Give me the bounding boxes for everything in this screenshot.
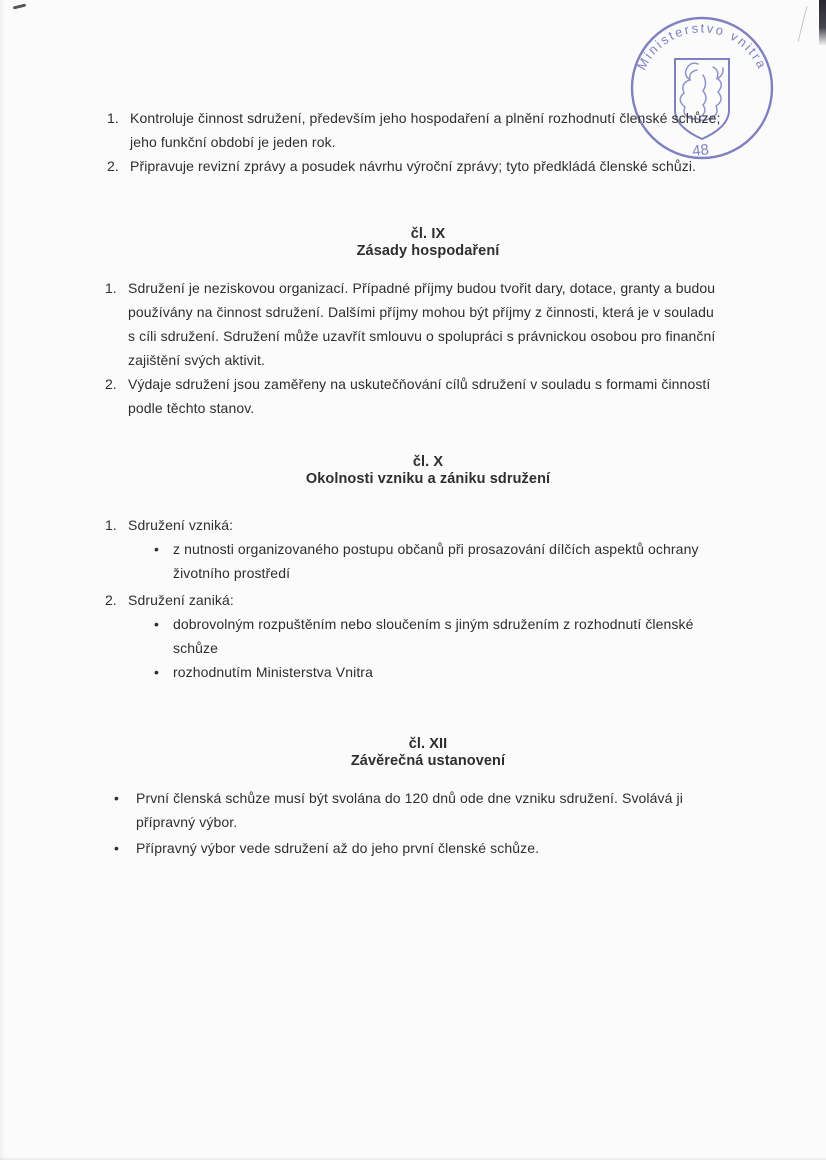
bullet-line: schůze: [173, 640, 218, 656]
list-item: [105, 372, 715, 420]
top-numbered-list: [107, 106, 720, 178]
item-line: Výdaje sdružení jsou zaměřeny na uskutečňování cílů sdružení v souladu s formami činností: [128, 376, 711, 392]
section-x-list: [105, 513, 699, 684]
item-line: používány na činnost sdružení. Dalšími příjmy mohou být příjmy z činnosti, která je v souladu: [128, 304, 714, 320]
article-heading-xii: [88, 736, 768, 770]
article-title: Okolnosti vzniku a zániku sdružení: [305, 471, 551, 487]
article-number: čl. X: [412, 454, 444, 470]
stamp-number: 48: [691, 141, 710, 160]
article-title: Závěrečná ustanovení: [350, 753, 506, 769]
item-number: 1.: [105, 517, 117, 533]
section-ix-list: [105, 276, 715, 420]
section-xii-list: [105, 786, 683, 860]
item-label: Sdružení zaniká:: [128, 592, 234, 608]
item-number: 1.: [107, 110, 119, 126]
bullet-line: přípravný výbor.: [136, 814, 238, 830]
item-line: podle těchto stanov.: [128, 400, 255, 416]
article-heading-ix: [88, 226, 768, 260]
stamp-org-text: Ministerstvo vnitra: [633, 20, 771, 73]
bullet-line: z nutnosti organizovaného postupu občanů při prosazování dílčích aspektů ochrany: [173, 541, 699, 557]
bullet-item: [114, 786, 683, 834]
bullet-marker: •: [114, 840, 119, 856]
bullet-line: Přípravný výbor vede sdružení až do jeho první členské schůze.: [136, 840, 540, 856]
list-item: [107, 106, 720, 154]
list-item: [105, 513, 699, 585]
article-heading-x: [88, 454, 768, 488]
bullet-line: První členská schůze musí být svolána do 120 dnů ode dne vzniku sdružení. Svolává ji: [136, 790, 683, 806]
bullet-item: [154, 660, 694, 684]
bullet-marker: •: [114, 790, 119, 806]
item-line: Připravuje revizní zprávy a posudek návrhu výroční zprávy; tyto předkládá členské schůzi.: [130, 158, 697, 174]
list-item: [105, 588, 699, 684]
article-number: čl. XII: [408, 736, 448, 752]
bullet-item: [154, 537, 699, 585]
item-line: jeho funkční období je jeden rok.: [130, 134, 336, 150]
bullet-item: [114, 836, 683, 860]
list-item: [107, 154, 720, 178]
bullet-item: [154, 612, 694, 660]
bullet-line: rozhodnutím Ministerstva Vnitra: [173, 664, 373, 680]
item-line: zajištění svých aktivit.: [128, 352, 265, 368]
item-number: 2.: [105, 376, 117, 392]
bullet-line: životního prostředí: [173, 565, 291, 581]
bullet-marker: •: [154, 664, 159, 680]
item-number: 2.: [105, 592, 117, 608]
bullet-line: dobrovolným rozpuštěním nebo sloučením s jiným sdružením z rozhodnutí členské: [173, 616, 694, 632]
item-number: 2.: [107, 158, 119, 174]
item-number: 1.: [105, 280, 117, 296]
list-item: [105, 276, 715, 372]
article-title: Zásady hospodaření: [356, 243, 500, 259]
item-line: Sdružení je neziskovou organizací. Případné příjmy budou tvořit dary, dotace, granty a budou: [128, 280, 716, 296]
bullet-marker: •: [154, 616, 159, 632]
bullet-marker: •: [154, 541, 159, 557]
item-label: Sdružení vzniká:: [128, 517, 234, 533]
item-line: Kontroluje činnost sdružení, především jeho hospodaření a plnění rozhodnutí členské schůze;: [130, 110, 721, 126]
item-line: s cíli sdružení. Sdružení může uzavřít smlouvu o spolupráci s právnickou osobou pro finanční: [128, 328, 716, 344]
article-number: čl. IX: [410, 226, 446, 242]
